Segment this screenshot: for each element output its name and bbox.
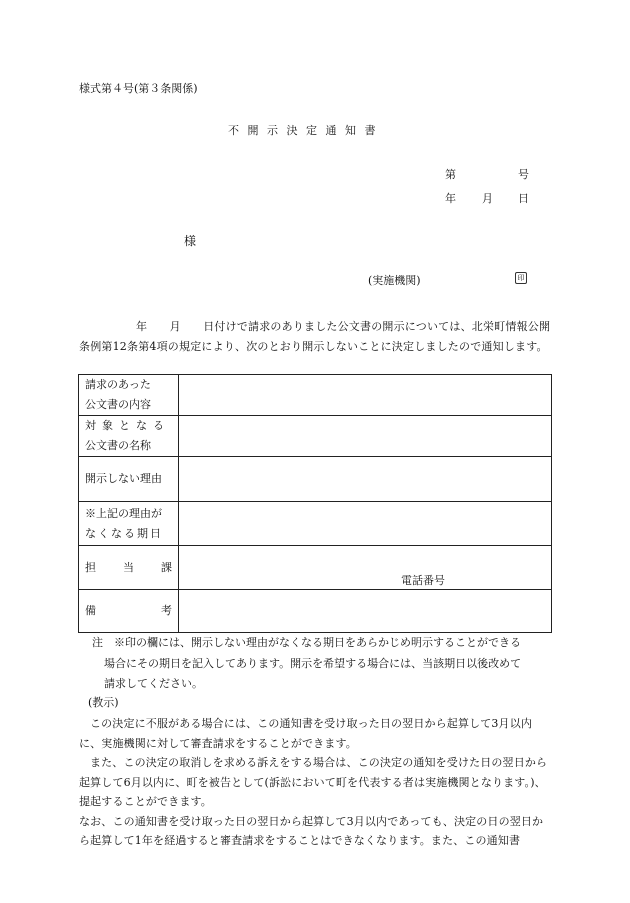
phone-number-label: 電話番号 — [401, 573, 445, 587]
intro-paragraph: 年 月 日付けで請求のありました公文書の開示については、北栄町情報公開条例第12条第4項の規定により、次のとおり開示しないことに決定しましたので通知します。 — [79, 320, 551, 353]
form-number-label: 様式第４号(第３条関係) — [79, 82, 198, 95]
label-char: 課 — [161, 560, 172, 574]
label-char: 備 — [85, 604, 96, 617]
value-cell-department — [179, 546, 552, 590]
document-title: 不開示決定通知書 — [228, 124, 384, 137]
table-row — [79, 590, 552, 633]
teaching-paragraph: なお、この通知書を受け取った日の翌日から起算して3月以内であっても、決定の日の翌日から起算して1年を経過すると審査請求をすることはできなくなります。また、この通知書 — [79, 814, 544, 847]
value-cell-remarks — [179, 590, 552, 633]
teaching-paragraph: また、この決定の取消しを求める訴えをする場合は、この決定の通知を受けた日の翌日から起算して6月以内に、町を被告として(訴訟において町を代表する者は実施機関となります。)、提起することができます。 — [79, 756, 548, 808]
row-label-requested-content — [79, 375, 179, 416]
value-cell-document-name — [179, 416, 552, 457]
label-line: ※上記の理由が — [85, 506, 162, 520]
row-label-reason: 開示しない理由 — [79, 457, 179, 502]
table-row — [79, 546, 552, 590]
date-day: 日 — [518, 192, 529, 205]
addressee-honorific: 様 — [184, 234, 197, 248]
value-cell-requested-content — [179, 375, 552, 416]
footnote-line: 注 ※印の欄には、開示しない理由がなくなる期日をあらかじめ明示することができる — [92, 636, 521, 649]
teaching-body — [79, 714, 553, 851]
doc-number-prefix: 第 — [445, 168, 456, 181]
teaching-heading: (教示) — [88, 696, 119, 709]
label-line: 対象となる — [85, 419, 170, 432]
row-label-remarks — [79, 590, 179, 633]
table-row — [79, 416, 552, 457]
table-row — [79, 502, 552, 546]
row-label-department — [79, 546, 179, 590]
date-month: 月 — [482, 192, 493, 205]
footnote-line: 請求してください。 — [104, 677, 203, 690]
label-line: 請求のあった — [85, 378, 151, 391]
table-row — [79, 375, 552, 416]
label-line — [85, 558, 178, 578]
footnote — [92, 633, 552, 695]
table-row — [79, 457, 552, 502]
value-cell-expiry-date — [179, 502, 552, 546]
label-line — [85, 601, 178, 621]
notice-details-table — [78, 374, 552, 633]
agency-label: (実施機関) — [368, 274, 421, 287]
value-cell-reason — [179, 457, 552, 502]
label-char: 担 — [85, 560, 96, 574]
label-line: なくなる期日 — [85, 526, 163, 540]
date-year: 年 — [445, 192, 456, 205]
label-line: 公文書の内容 — [85, 398, 151, 411]
row-label-expiry-date — [79, 502, 179, 546]
teaching-paragraph: この決定に不服がある場合には、この通知書を受け取った日の翌日から起算して3月以内に、実施機関に対して審査請求をすることができます。 — [79, 717, 532, 750]
doc-number-suffix: 号 — [518, 168, 529, 181]
seal-icon: 印 — [515, 272, 527, 284]
footnote-line: 場合にその期日を記入してあります。開示を希望する場合には、当該期日以後改めて — [104, 656, 522, 670]
label-char: 考 — [161, 604, 172, 617]
label-line: 公文書の名称 — [85, 439, 151, 452]
label-char: 当 — [123, 560, 134, 574]
row-label-document-name — [79, 416, 179, 457]
